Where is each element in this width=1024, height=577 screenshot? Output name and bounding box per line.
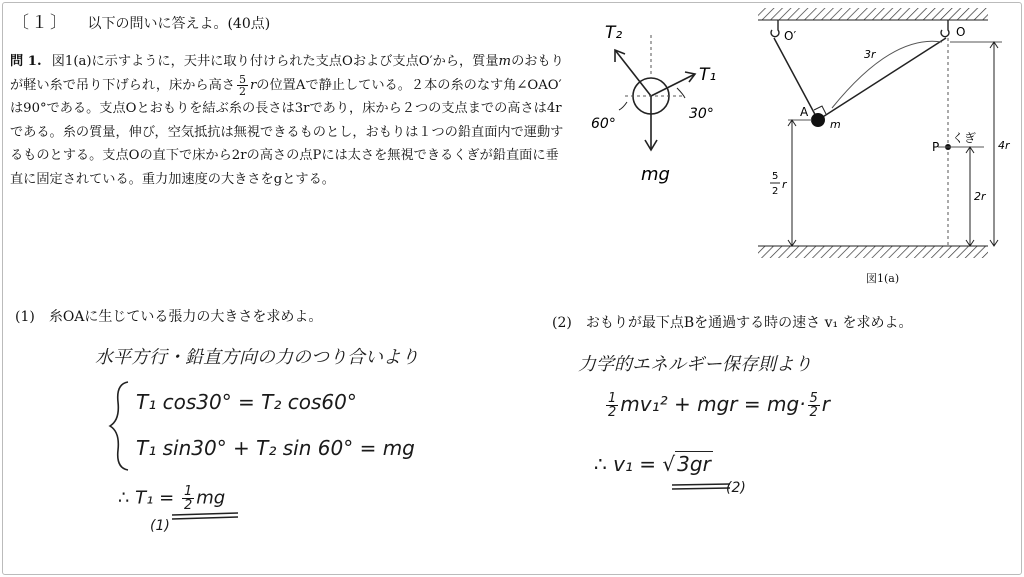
problem-text-b: のおもりが軽い糸で吊り下げられ，床から高さ: [10, 54, 564, 93]
section-title: 以下の問いに答えよ。(40点): [87, 16, 271, 32]
figure-1a: [752, 4, 1020, 266]
string-o-prime-a: [774, 38, 818, 120]
answer2-result: ∴ v₁ = √ 3gr: [594, 452, 711, 476]
section-number: 〔１〕: [12, 13, 69, 33]
floor: [758, 246, 988, 258]
svg-text:O′: O′: [784, 29, 797, 43]
answer1-eq1: T₁ cos30° = T₂ cos60°: [136, 390, 357, 414]
problem-text-c: の位置Aで静止している。２本の糸のなす角∠OAO′は90°である。支点Oとおもりを結ぶ糸の長さは3rであり，床から２つの支点までの高さは4rである。糸の質量，伸び，空気抵抗は無視できるものとし，おもりは１つの鉛直面内で運動するものとする。支点Oの直下で床から2rの高さの点Pには太さを無視できるくぎが鉛直面に垂直に固定されている。重力加速度の大きさをgとする。: [10, 77, 564, 187]
problem-text-a: 図1(a)に示すように，天井に取り付けられた支点Oおよび支点O′から，質量: [51, 54, 499, 69]
svg-text:m: m: [830, 118, 841, 131]
t2-arrow: [615, 50, 651, 96]
svg-text:r: r: [782, 178, 787, 191]
answer2-tag: (2): [726, 480, 746, 496]
answer1-brace: [108, 380, 132, 472]
svg-text:くぎ: くぎ: [952, 131, 977, 145]
problem-label: 問 1.: [10, 54, 42, 69]
svg-text:O: O: [956, 25, 966, 39]
string-o-a: [818, 38, 946, 120]
angle30-label: 30°: [689, 106, 714, 122]
height-fraction: $\frac{5}{2}$: [238, 72, 246, 98]
ceiling: [758, 8, 988, 20]
answer2-underline: [672, 482, 732, 494]
answer1-result: ∴ T₁ = $\frac{1}{2}$ mg: [118, 484, 226, 513]
t2-label: T₂: [605, 23, 623, 43]
force-sketch: [585, 10, 735, 190]
hook-o-prime: [771, 20, 779, 37]
answer1-tag: (1): [150, 518, 170, 534]
svg-text:A: A: [800, 105, 809, 119]
question-2: (2) おもりが最下点Bを通過する時の速さ v₁ を求めよ。: [552, 315, 913, 331]
t1-label: T₁: [699, 65, 717, 85]
right-angle-mark: [814, 106, 826, 114]
answer1-heading: 水平方行・鉛直方向の力のつり合いより: [95, 347, 419, 368]
svg-text:4r: 4r: [998, 139, 1010, 152]
problem-statement: [10, 50, 570, 191]
svg-text:2: 2: [772, 186, 779, 197]
svg-text:5: 5: [772, 171, 779, 182]
radius-symbol: r: [249, 77, 257, 93]
t1-arrow: [651, 74, 695, 96]
angle60-label: 60°: [591, 116, 616, 132]
hook-o: [941, 20, 949, 37]
answer2-heading: 力学的エネルギー保存則より: [578, 354, 812, 375]
mg-label: mg: [641, 164, 670, 185]
bob: [811, 113, 825, 127]
section-header: [12, 8, 270, 33]
answer1-eq2: T₁ sin30° + T₂ sin 60° = mg: [136, 436, 415, 460]
svg-text:3r: 3r: [864, 48, 876, 61]
svg-text:P: P: [932, 140, 940, 154]
mass-symbol: m: [498, 54, 512, 69]
figure-caption: 図1(a): [866, 272, 900, 285]
answer2-eq: $\frac{1}{2}$ mv₁² + mgr = mg· $\frac{5}{2}$ r: [608, 391, 831, 420]
question-1: (1) 糸OAに生じている張力の大きさを求めよ。: [15, 309, 323, 325]
svg-text:2r: 2r: [974, 190, 986, 203]
